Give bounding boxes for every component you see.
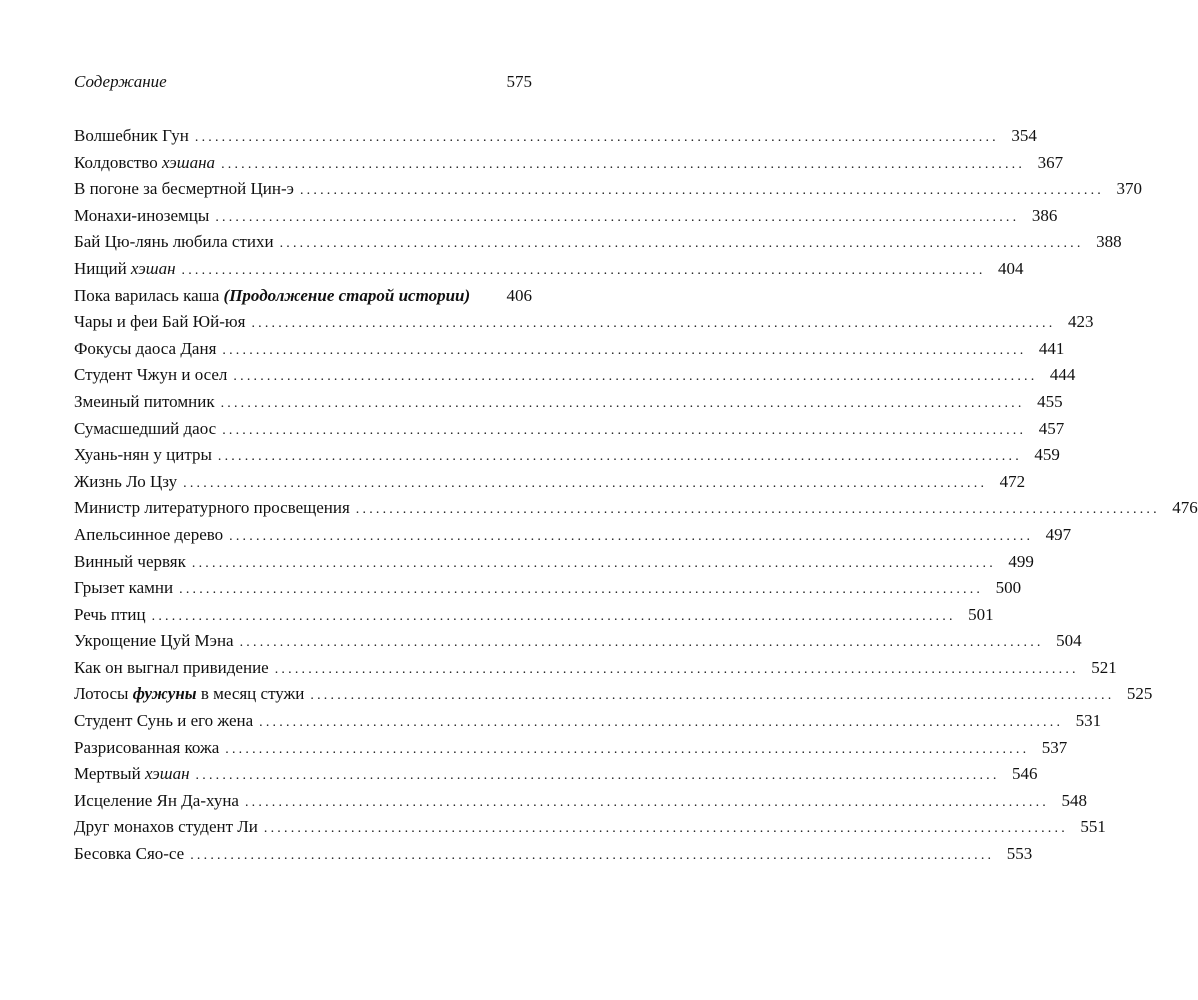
dot-leader: ........................................................................................................................ [299,183,1104,199]
dot-leader: ........................................................................................................................ [190,848,995,864]
toc-entry-title [74,708,253,735]
toc-entry-title-part: Волшебник Гун [74,126,189,145]
toc-entry [74,814,1106,841]
toc-entry [74,681,1153,708]
toc-entry-title [74,841,184,868]
dot-leader: ........................................................................................................................ [181,262,986,278]
toc-entry [74,602,994,629]
toc-entry-page-number: 367 [1037,152,1064,172]
dot-leader: ........................................................................................................................ [239,635,1044,651]
toc-entry [74,283,532,310]
toc-entry-page-number: 504 [1056,631,1082,651]
toc-entry-title-part: Монахи-иноземцы [74,205,210,225]
toc-entry [74,655,1117,682]
dot-leader: ........................................................................................................................ [251,316,1056,332]
running-head [74,72,532,92]
toc-entry-title-part: Колдовство [74,152,162,172]
toc-entry-title-part: Апельсинное дерево [74,524,224,544]
toc-entry [74,309,1094,336]
toc-entry-title [74,203,209,230]
dot-leader: ........................................................................................................................ [263,821,1068,837]
toc-entry-title [74,602,146,629]
toc-entry [74,389,1063,416]
toc-entry-page-number: 386 [1031,205,1058,225]
toc-entry-page-number: 476 [1172,498,1198,518]
toc-entry-page-number: 459 [1034,445,1060,465]
toc-entry [74,761,1038,788]
toc-entry [74,841,1033,868]
dot-leader: ........................................................................................................................ [259,715,1064,731]
toc-entry-title-part: Как он выгнал привидение [74,657,269,677]
toc-entry [74,229,1122,256]
toc-entry-page-number: 501 [968,604,994,624]
dot-leader: ........................................................................................................................ [355,502,1160,518]
dot-leader: ........................................................................................................................ [195,768,1000,784]
toc-entry-title-part: Укрощение Цуй Мэна [74,631,234,651]
dot-leader: ........................................................................................................................ [215,209,1020,225]
toc-entry-title [74,283,470,310]
toc-entry-title-part: В погоне за бесмертной Цин-э [74,179,294,199]
toc-entry-title [74,549,186,576]
toc-entry-title [74,814,258,841]
toc-entry-title-part: Речь птиц [74,604,146,624]
toc-entry-title [74,256,176,283]
toc-entry [74,416,1065,443]
toc-entry [74,469,1026,496]
toc-entry-title-part: Бесовка Сяо-се [74,844,185,864]
toc-entry-title [74,788,239,815]
table-of-contents [74,123,1198,868]
toc-entry [74,150,1064,177]
toc-entry-title [74,469,177,496]
toc-entry [74,203,1058,230]
toc-entry [74,549,1034,576]
toc-entry-title [74,416,216,443]
toc-entry-page-number: 441 [1038,338,1065,358]
toc-entry-page-number: 497 [1045,524,1072,544]
toc-entry-page-number: 472 [999,471,1026,491]
toc-entry-title [74,362,227,389]
toc-entry-page-number: 370 [1116,179,1142,199]
toc-entry-title [74,229,274,256]
toc-entry [74,256,1024,283]
toc-entry-title [74,522,223,549]
toc-entry-title-part: Исцеление Ян Да-хуна [74,790,239,810]
toc-entry-title [74,389,215,416]
toc-entry-title [74,655,269,682]
dot-leader: ........................................................................................................................ [191,555,996,571]
toc-entry [74,336,1065,363]
toc-entry-page-number: 404 [998,258,1024,278]
dot-leader: ........................................................................................................................ [222,342,1027,358]
toc-entry-title-part: Министр литературного просвещения [74,498,350,518]
dot-leader: ........................................................................................................................ [233,369,1038,385]
toc-entry-page-number: 525 [1126,684,1153,704]
toc-entry [74,708,1102,735]
toc-entry-page-number: 499 [1008,551,1034,571]
toc-entry-title-part: в месяц стужи [196,684,305,704]
toc-entry-page-number: 444 [1049,365,1076,385]
dot-leader: ........................................................................................................................ [220,395,1025,411]
toc-entry-title-part: Бай Цю-лянь любила стихи [74,232,274,252]
toc-entry-title [74,309,245,336]
toc-entry [74,575,1022,602]
toc-entry-title [74,442,212,469]
toc-entry-title-part: Чары и феи Бай Юй-юя [74,312,246,332]
dot-leader: ........................................................................................................................ [179,582,984,598]
dot-leader: ........................................................................................................................ [151,608,956,624]
toc-entry [74,176,1142,203]
toc-entry [74,628,1082,655]
toc-entry-title-part: Пока варилась каша [74,285,224,305]
toc-entry-title-part: (Продолжение старой истории) [223,285,471,305]
dot-leader: ........................................................................................................................ [310,688,1115,704]
toc-entry [74,788,1087,815]
toc-entry-title [74,495,350,522]
toc-entry-title [74,575,173,602]
dot-leader: ........................................................................................................................ [244,794,1049,810]
toc-entry [74,522,1072,549]
dot-leader: ........................................................................................................................ [194,130,999,145]
dot-leader: ........................................................................................................................ [217,449,1022,465]
toc-entry-page-number: 354 [1011,126,1037,145]
toc-entry-title [74,681,304,708]
toc-entry-title-part: Винный червяк [74,551,186,571]
dot-leader: ........................................................................................................................ [279,236,1084,252]
toc-entry-title [74,123,189,150]
toc-entry-title-part: Хуань-нян у цитры [74,445,212,465]
toc-entry [74,495,1198,522]
toc-entry-title-part: Жизнь Ло Цзу [74,471,178,491]
toc-entry-title-part: Лотосы [74,684,133,704]
toc-entry-page-number: 406 [506,285,532,305]
toc-entry-title-part: Нищий [74,258,131,278]
running-head-page-number: 575 [506,72,532,91]
toc-entry-title [74,176,294,203]
toc-entry-page-number: 537 [1041,737,1068,757]
toc-entry-title-part: Фокусы даоса Даня [74,338,217,358]
toc-entry-page-number: 546 [1012,764,1038,784]
toc-entry [74,123,1037,150]
toc-entry-title-part: Друг монахов студент Ли [74,817,258,837]
toc-entry-title-part: Грызет камни [74,578,174,598]
dot-leader: ........................................................................................................................ [222,422,1027,438]
dot-leader: ........................................................................................................................ [229,528,1034,544]
toc-entry-title-part: Змеиный питомник [74,391,215,411]
toc-entry [74,362,1076,389]
toc-entry-page-number: 457 [1038,418,1065,438]
toc-entry-page-number: 548 [1061,790,1087,810]
toc-entry-page-number: 553 [1006,844,1033,864]
dot-leader: ........................................................................................................................ [183,475,988,491]
toc-entry-title-part: Разрисованная кожа [74,737,220,757]
toc-entry-title [74,761,190,788]
toc-entry-page-number: 521 [1091,657,1117,677]
running-head-title: Содержание [74,72,167,91]
toc-entry-page-number: 455 [1037,391,1063,411]
toc-entry-page-number: 388 [1096,232,1122,252]
toc-entry-page-number: 500 [995,578,1022,598]
toc-entry-page-number: 531 [1075,711,1102,731]
dot-leader: ........................................................................................................................ [221,156,1026,172]
toc-entry-title-part: хэшана [161,152,216,172]
dot-leader: ........................................................................................................................ [225,741,1030,757]
toc-entry-title [74,150,215,177]
toc-entry [74,442,1060,469]
toc-entry-title-part: Сумасшедший даос [74,418,217,438]
toc-entry-title-part: Мертвый [74,764,145,784]
toc-entry-title-part: фужуны [132,684,197,704]
toc-entry-title [74,628,234,655]
toc-entry-title-part: хэшан [144,764,190,784]
dot-leader: ........................................................................................................................ [274,661,1079,677]
toc-entry-title-part: хэшан [130,258,176,278]
toc-entry-title [74,336,216,363]
toc-entry-page-number: 423 [1067,312,1094,332]
toc-entry [74,735,1068,762]
toc-entry-title-part: Студент Чжун и осел [74,365,228,385]
toc-entry-title [74,735,219,762]
toc-entry-title-part: Студент Сунь и его жена [74,711,254,731]
toc-entry-page-number: 551 [1080,817,1106,837]
